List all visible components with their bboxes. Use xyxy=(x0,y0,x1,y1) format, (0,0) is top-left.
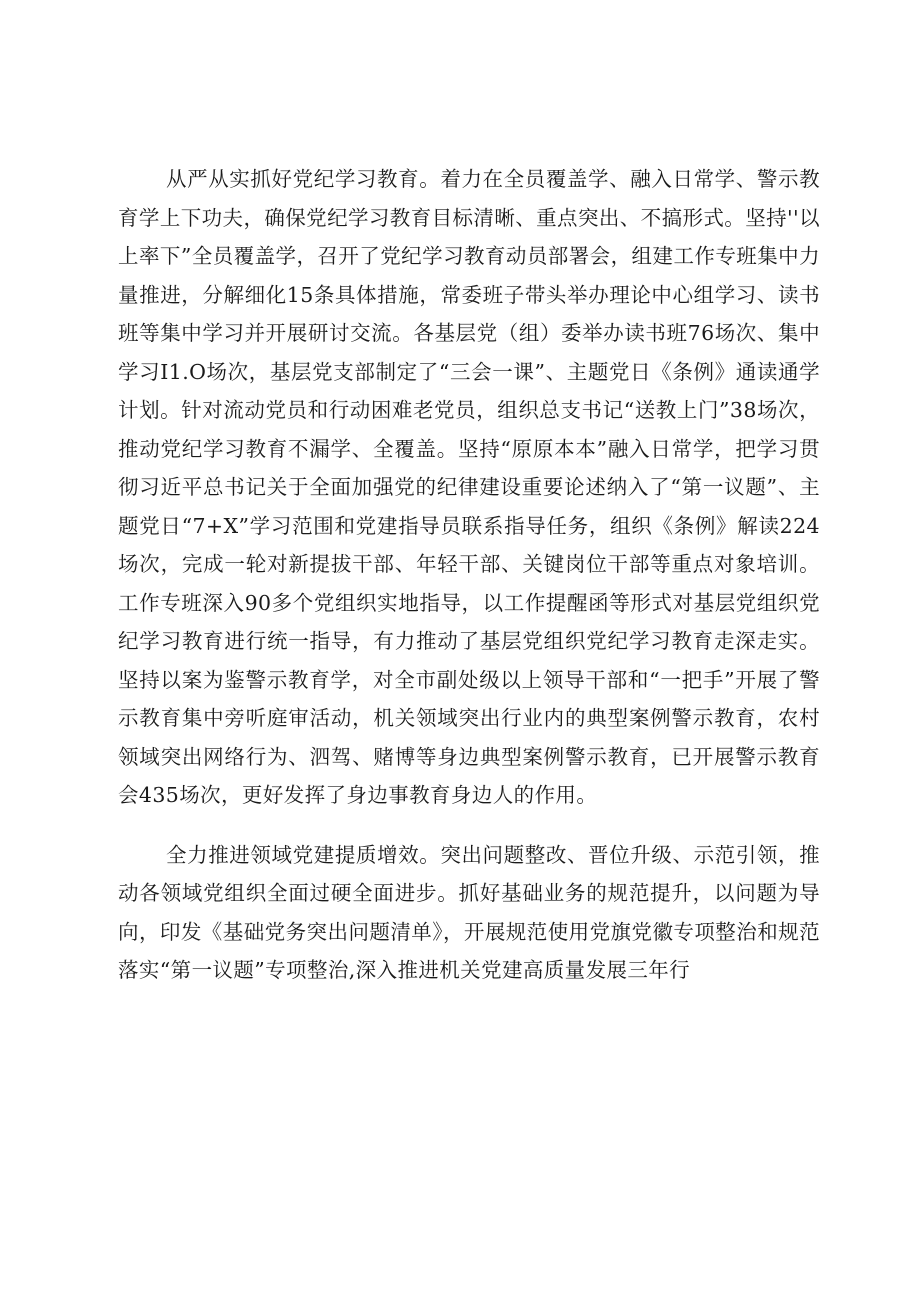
document-body xyxy=(118,160,820,990)
paragraph-discipline-education: 从严从实抓好党纪学习教育。着力在全员覆盖学、融入日常学、警示教育学上下功夫，确保党纪学习教育目标清晰、重点突出、不搞形式。坚持''以上率下”全员覆盖学，召开了党纪学习教育动员部署会，组建工作专班集中力量推进，分解细化15条具体措施，常委班子带头举办理论中心组学习、读书班等集中学习并开展研讨交流。各基层党（组）委举办读书班76场次、集中学习I1.O场次，基层党支部制定了“三会一课”、主题党日《条例》通读通学计划。针对流动党员和行动困难老党员，组织总支书记“送教上门”38场次，推动党纪学习教育不漏学、全覆盖。坚持“原原本本”融入日常学，把学习贯彻习近平总书记关于全面加强党的纪律建设重要论述纳入了“第一议题”、主题党日“7+X”学习范围和党建指导员联系指导任务，组织《条例》解读224场次，完成一轮对新提拔干部、年轻干部、关键岗位干部等重点对象培训。工作专班深入90多个党组织实地指导，以工作提醒函等形式对基层党组织党纪学习教育进行统一指导，有力推动了基层党组织党纪学习教育走深走实。坚持以案为鉴警示教育学，对全市副处级以上领导干部和“一把手”开展了警示教育集中旁听庭审活动，机关领域突出行业内的典型案例警示教育，农村领域突出网络行为、泗驾、赌博等身边典型案例警示教育，已开展警示教育会435场次，更好发挥了身边事教育身边人的作用。 xyxy=(118,167,820,807)
paragraph-party-building: 全力推进领域党建提质增效。突出问题整改、晋位升级、示范引领，推动各领域党组织全面过硬全面进步。抓好基础业务的规范提升，以问题为导向，印发《基础党务突出问题清单》，开展规范使用党旗党徽专项整治和规范落实“第一议题”专项整治,深入推进机关党建高质量发展三年行 xyxy=(118,842,820,982)
